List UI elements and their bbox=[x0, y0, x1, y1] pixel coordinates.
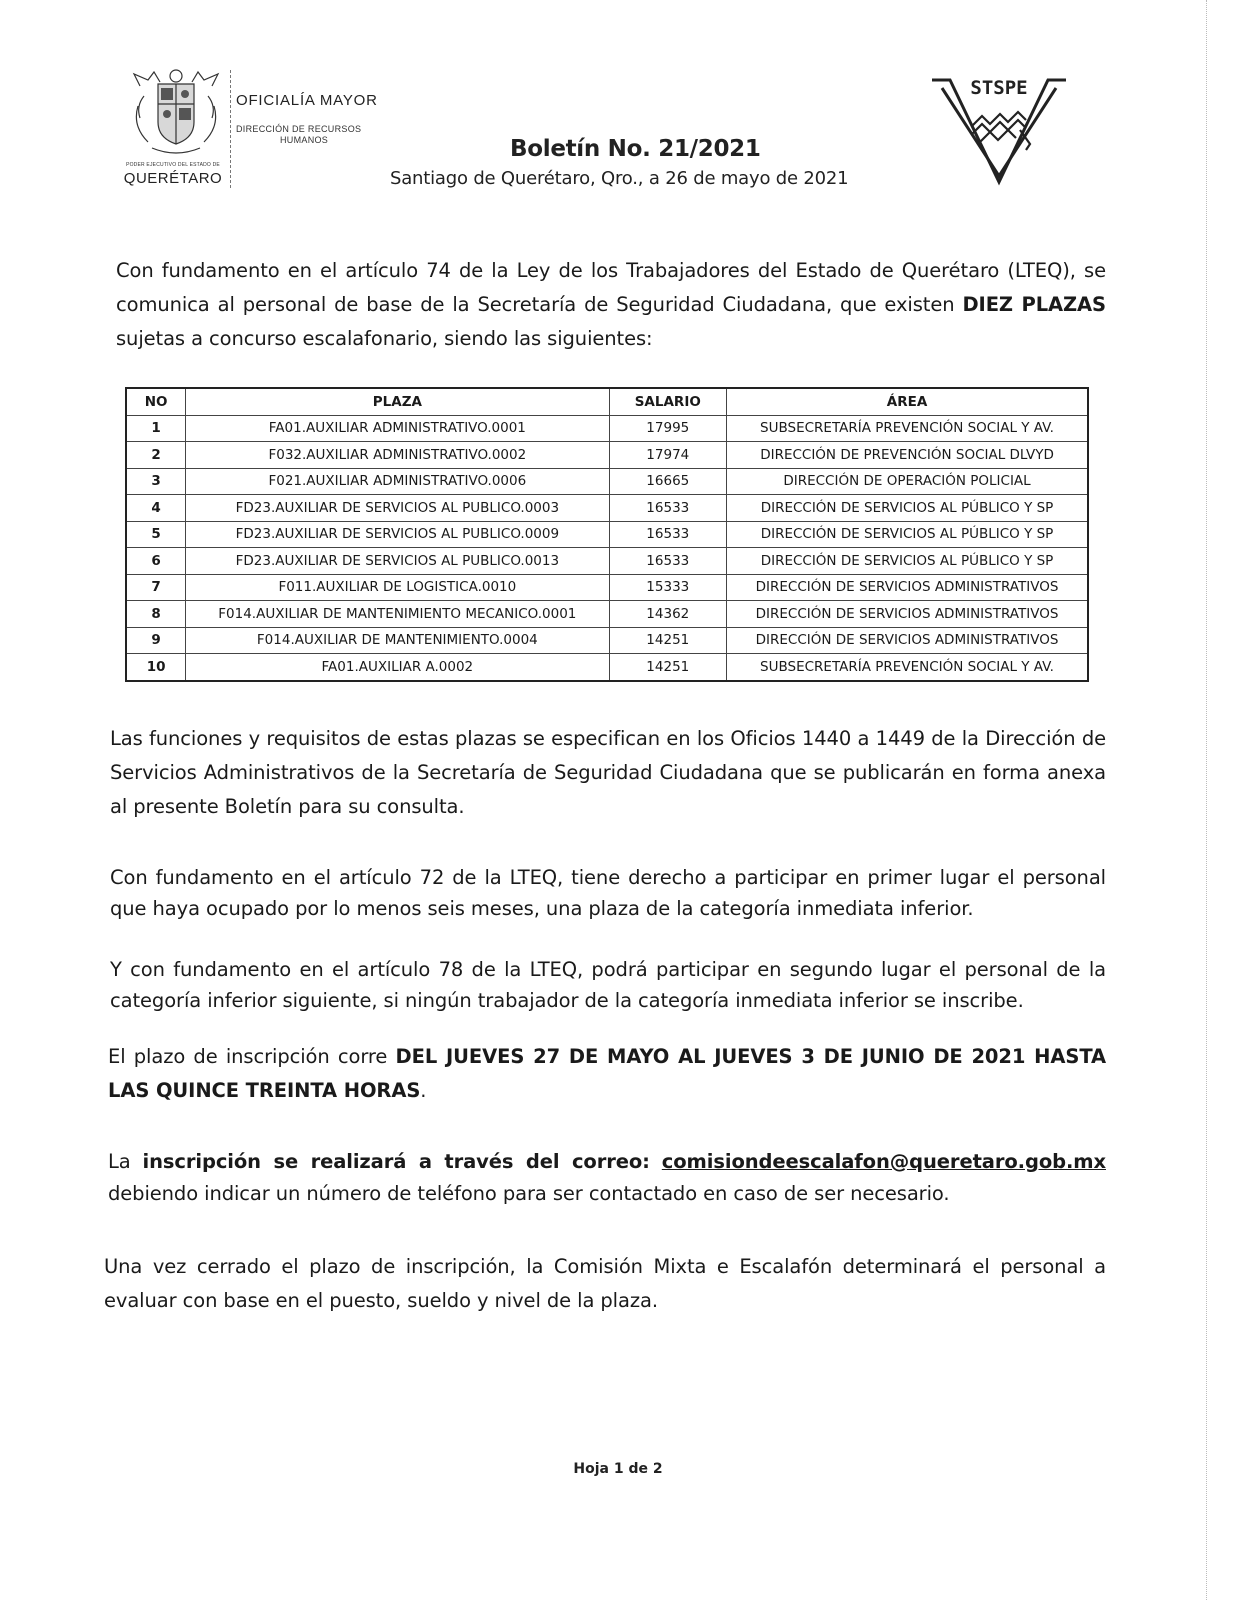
cell-salario: 15333 bbox=[609, 574, 727, 601]
government-name: QUERÉTARO bbox=[123, 170, 223, 187]
cell-no: 1 bbox=[126, 415, 186, 442]
cell-plaza: FA01.AUXILIAR A.0002 bbox=[186, 654, 609, 681]
positions-table bbox=[125, 387, 1089, 682]
registration-paragraph bbox=[108, 1146, 1106, 1210]
closing-paragraph: Una vez cerrado el plazo de inscripción, la Comisión Mixta e Escalafón determinará el personal a evaluar con base en el puesto, sueldo y nivel de la plaza. bbox=[104, 1255, 1106, 1312]
cell-area: DIRECCIÓN DE PREVENCIÓN SOCIAL DLVYD bbox=[727, 442, 1088, 469]
cell-plaza: FA01.AUXILIAR ADMINISTRATIVO.0001 bbox=[186, 415, 609, 442]
cell-area: DIRECCIÓN DE SERVICIOS AL PÚBLICO Y SP bbox=[727, 548, 1088, 575]
cell-plaza: F014.AUXILIAR DE MANTENIMIENTO.0004 bbox=[186, 627, 609, 654]
header-divider bbox=[230, 70, 232, 188]
cell-area: DIRECCIÓN DE SERVICIOS ADMINISTRATIVOS bbox=[727, 627, 1088, 654]
cell-no: 7 bbox=[126, 574, 186, 601]
department-title: OFICIALÍA MAYOR bbox=[236, 92, 378, 109]
cell-no: 10 bbox=[126, 654, 186, 681]
cell-no: 9 bbox=[126, 627, 186, 654]
cell-area: SUBSECRETARÍA PREVENCIÓN SOCIAL Y AV. bbox=[727, 654, 1088, 681]
cell-area: DIRECCIÓN DE SERVICIOS AL PÚBLICO Y SP bbox=[727, 495, 1088, 522]
place-date: Santiago de Querétaro, Qro., a 26 de mayo de 2021 bbox=[390, 168, 849, 189]
cell-salario: 17974 bbox=[609, 442, 727, 469]
article-72-paragraph: Con fundamento en el artículo 72 de la LTEQ, tiene derecho a participar en primer lugar el personal que haya ocupado por lo menos seis meses, una plaza de la categoría inmediata inferior. bbox=[110, 866, 1106, 920]
table-row bbox=[126, 574, 1088, 601]
subdepartment-line-1: DIRECCIÓN DE RECURSOS bbox=[236, 124, 362, 134]
table-header-row bbox=[126, 388, 1088, 415]
cell-salario: 16533 bbox=[609, 495, 727, 522]
bulletin-title: Boletín No. 21/2021 bbox=[510, 136, 761, 162]
state-coat-of-arms-icon bbox=[130, 66, 222, 158]
cell-no: 3 bbox=[126, 468, 186, 495]
cell-area: DIRECCIÓN DE SERVICIOS ADMINISTRATIVOS bbox=[727, 574, 1088, 601]
cell-area: DIRECCIÓN DE SERVICIOS AL PÚBLICO Y SP bbox=[727, 521, 1088, 548]
cell-plaza: FD23.AUXILIAR DE SERVICIOS AL PUBLICO.0003 bbox=[186, 495, 609, 522]
deadline-paragraph bbox=[108, 1040, 1106, 1108]
union-logo-icon bbox=[928, 74, 1070, 186]
header-salario: SALARIO bbox=[609, 388, 727, 415]
table-row bbox=[126, 468, 1088, 495]
union-logo-text: STSPE bbox=[970, 77, 1028, 99]
government-subtitle: PODER EJECUTIVO DEL ESTADO DE bbox=[126, 162, 220, 168]
cell-salario: 16533 bbox=[609, 548, 727, 575]
cell-salario: 14362 bbox=[609, 601, 727, 628]
cell-plaza: FD23.AUXILIAR DE SERVICIOS AL PUBLICO.0009 bbox=[186, 521, 609, 548]
cell-salario: 17995 bbox=[609, 415, 727, 442]
table-row bbox=[126, 521, 1088, 548]
table-row bbox=[126, 627, 1088, 654]
deadline-bold: DEL JUEVES 27 DE MAYO AL JUEVES 3 DE JUNIO DE 2021 HASTA LAS QUINCE TREINTA HORAS bbox=[108, 1045, 1107, 1102]
cell-plaza: F032.AUXILIAR ADMINISTRATIVO.0002 bbox=[186, 442, 609, 469]
header-no: NO bbox=[126, 388, 186, 415]
intro-bold: DIEZ PLAZAS bbox=[962, 293, 1106, 316]
deadline-end: . bbox=[420, 1079, 427, 1102]
cell-area: DIRECCIÓN DE OPERACIÓN POLICIAL bbox=[727, 468, 1088, 495]
cell-no: 5 bbox=[126, 521, 186, 548]
cell-area: SUBSECRETARÍA PREVENCIÓN SOCIAL Y AV. bbox=[727, 415, 1088, 442]
cell-no: 4 bbox=[126, 495, 186, 522]
cell-area: DIRECCIÓN DE SERVICIOS ADMINISTRATIVOS bbox=[727, 601, 1088, 628]
subdepartment-line-2: HUMANOS bbox=[280, 135, 329, 145]
registration-bold: inscripción se realizará a través del correo: bbox=[142, 1150, 650, 1173]
table-row bbox=[126, 442, 1088, 469]
registration-text-1: La bbox=[108, 1150, 143, 1173]
cell-salario: 16533 bbox=[609, 521, 727, 548]
cell-salario: 14251 bbox=[609, 654, 727, 681]
table-row bbox=[126, 415, 1088, 442]
registration-email-link[interactable]: comisiondeescalafon@queretaro.gob.mx bbox=[661, 1150, 1106, 1173]
page-number: Hoja 1 de 2 bbox=[573, 1461, 663, 1477]
intro-text-2: sujetas a concurso escalafonario, siendo las siguientes: bbox=[116, 327, 653, 350]
cell-salario: 14251 bbox=[609, 627, 727, 654]
table-row bbox=[126, 654, 1088, 681]
table-row bbox=[126, 548, 1088, 575]
cell-plaza: F014.AUXILIAR DE MANTENIMIENTO MECANICO.0001 bbox=[186, 601, 609, 628]
scan-edge-line bbox=[1206, 0, 1208, 1600]
intro-text-1: Con fundamento en el artículo 74 de la Ley de los Trabajadores del Estado de Querétaro (LTEQ), se comunica al personal de base de la Secretaría de Seguridad Ciudadana, que existen bbox=[116, 259, 1106, 316]
header-plaza: PLAZA bbox=[186, 388, 609, 415]
functions-paragraph: Las funciones y requisitos de estas plazas se especifican en los Oficios 1440 a 1449 de la Dirección de Servicios Administrativos de la Secretaría de Seguridad Ciudadana que se publicarán en forma anexa al presente Boletín para su consulta. bbox=[110, 727, 1106, 818]
cell-no: 8 bbox=[126, 601, 186, 628]
intro-paragraph bbox=[116, 254, 1106, 356]
registration-text-2: debiendo indicar un número de teléfono para ser contactado en caso de ser necesario. bbox=[108, 1182, 950, 1205]
cell-salario: 16665 bbox=[609, 468, 727, 495]
deadline-text: El plazo de inscripción corre bbox=[108, 1045, 396, 1068]
table-row bbox=[126, 495, 1088, 522]
table-row bbox=[126, 601, 1088, 628]
cell-no: 6 bbox=[126, 548, 186, 575]
cell-plaza: FD23.AUXILIAR DE SERVICIOS AL PUBLICO.0013 bbox=[186, 548, 609, 575]
cell-plaza: F011.AUXILIAR DE LOGISTICA.0010 bbox=[186, 574, 609, 601]
cell-plaza: F021.AUXILIAR ADMINISTRATIVO.0006 bbox=[186, 468, 609, 495]
cell-no: 2 bbox=[126, 442, 186, 469]
header-area: ÁREA bbox=[727, 388, 1088, 415]
subdepartment-title bbox=[236, 124, 394, 146]
article-78-paragraph: Y con fundamento en el artículo 78 de la LTEQ, podrá participar en segundo lugar el personal de la categoría inferior siguiente, si ningún trabajador de la categoría inmediata inferior se inscribe. bbox=[110, 958, 1106, 1012]
